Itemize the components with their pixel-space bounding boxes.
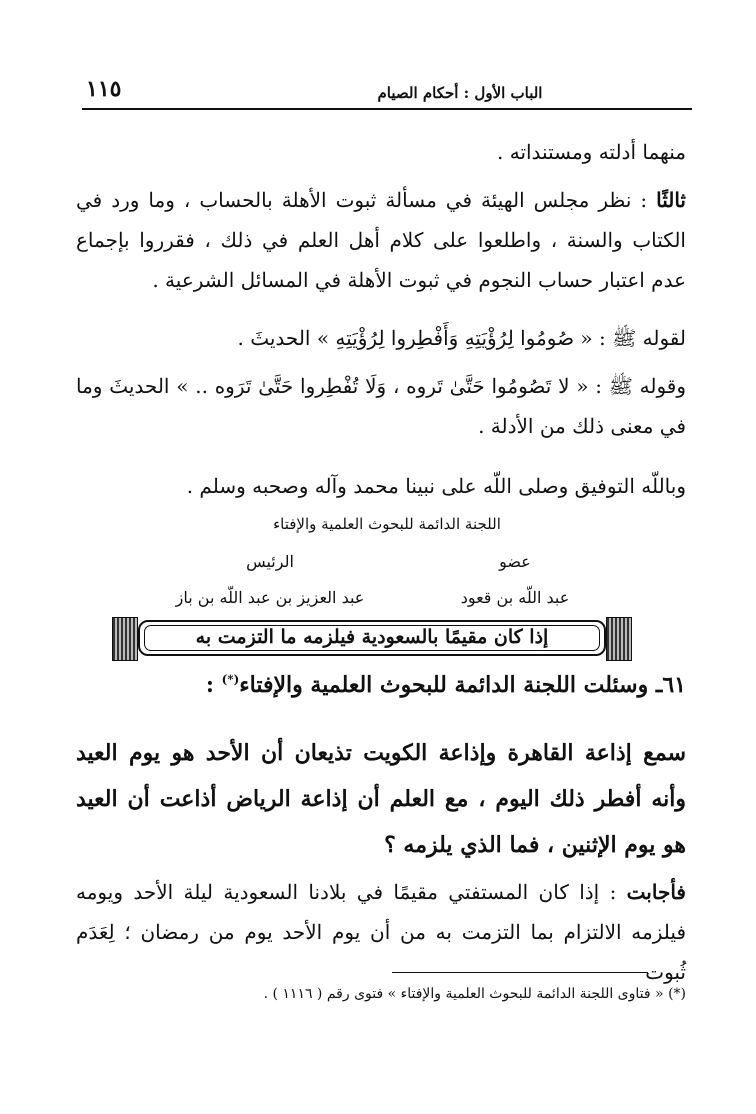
footnote-ref: (*): [221, 672, 240, 687]
continuation-line: منهما أدلته ومستنداته .: [497, 140, 686, 164]
running-head: الباب الأول : أحكام الصيام: [377, 84, 543, 102]
header-rule: [82, 108, 692, 110]
page-number: ١١٥: [86, 76, 122, 102]
footnote-marker: (*): [668, 986, 686, 1002]
hadith-two: وقوله ﷺ : « لا تَصُومُوا حَتَّىٰ تَروه ، وَلَا تُفْطِروا حَتَّىٰ تَرَوه .. » الحديثَ وما في معنى ذلك من الأدلة .: [76, 374, 686, 438]
banner-ornament-right: [606, 617, 632, 661]
section-banner: [112, 617, 632, 661]
answer-paragraph: [76, 872, 686, 992]
chair-name: عبد العزيز بن عبد اللّه بن باز: [175, 588, 365, 607]
paragraph-third-lead: ثالثًا: [656, 188, 686, 212]
footnote-rule: [392, 972, 648, 973]
question-heading-text: ٦١ـ وسئلت اللجنة الدائمة للبحوث العلمية والإفتاء: [239, 672, 686, 698]
banner-text: إذا كان مقيمًا بالسعودية فيلزمه ما التزمت به: [195, 626, 549, 648]
answer-lead: فأجابت: [626, 880, 686, 904]
footnote-text: « فتاوى اللجنة الدائمة للبحوث العلمية والإفتاء » فتوى رقم ( ١١١٦ ) .: [263, 986, 669, 1002]
banner-frame: [138, 620, 606, 656]
paragraph-third: [76, 180, 686, 300]
hadith-one: لقوله ﷺ : « صُومُوا لِرُؤْيَتِهِ وَأَفْطِروا لِرُؤْيَتِهِ » الحديثَ .: [237, 326, 686, 350]
footnote: [66, 986, 686, 1002]
member-title: عضو: [499, 552, 531, 571]
closing-line: وباللّه التوفيق وصلى اللّه على نبينا محمد وآله وصحبه وسلم .: [186, 474, 686, 498]
question-heading: [66, 672, 686, 698]
committee-name: اللجنة الدائمة للبحوث العلمية والإفتاء: [273, 515, 501, 533]
paragraph-third-text: : نظر مجلس الهيئة في مسألة ثبوت الأهلة بالحساب ، وما ورد في الكتاب والسنة ، واطلعوا على كلام أهل العلم في ذلك ، فقرروا بإجماع عدم اعتبار حساب النجوم في ثبوت الأهلة في المسائل الشرعية .: [76, 188, 686, 292]
banner-ornament-left: [112, 617, 138, 661]
chair-title: الرئيس: [246, 552, 294, 571]
member-name: عبد اللّه بن قعود: [460, 588, 570, 607]
answer-text: : إذا كان المستفتي مقيمًا في بلادنا السعودية ليلة الأحد ويومه فيلزمه الالتزام بما التزمت به من أن يوم الأحد يوم من رمضان ؛ لِعَدَم ثُبوت: [76, 880, 686, 984]
question-text: سمع إذاعة القاهرة وإذاعة الكويت تذيعان أن الأحد هو يوم العيد وأنه أفطر ذلك اليوم ، مع العلم أن إذاعة الرياض أذاعت أن العيد هو يوم الإثنين ، فما الذي يلزمه ؟: [76, 740, 686, 858]
question-heading-suffix: :: [205, 672, 222, 698]
